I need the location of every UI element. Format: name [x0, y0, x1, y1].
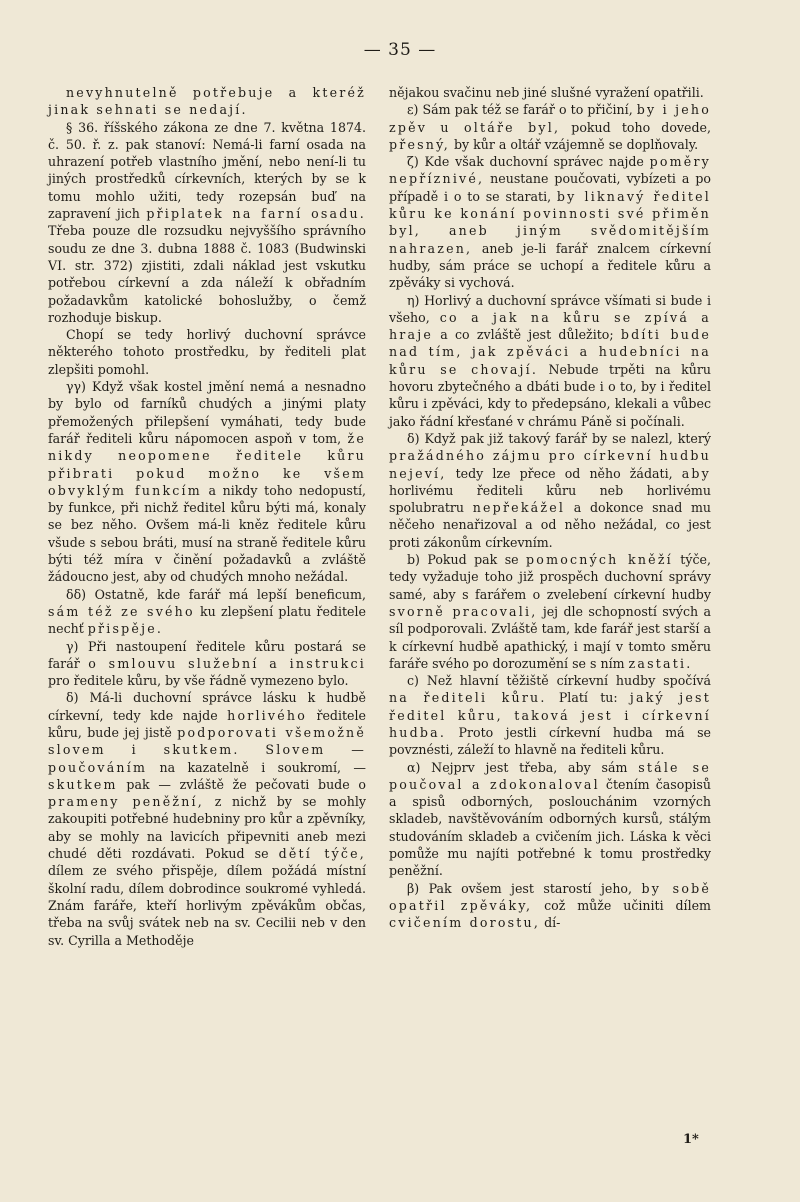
text-run: jej dle schopností svých a síl podporovali. Zvláště tam, kde farář jest starší a k církevní hudbě apathický, i mají v tomto směru faráře svého po dorozumění se s ním	[389, 603, 712, 671]
text-run: Nebude trpěti na kůru hovoru zbytečného a dbáti bude i o to, by i ředitel kůru i zpěváci, kdy to předepsáno, klekali a vůbec jako řádní křesťané v chrámu Páně si počínali.	[389, 361, 711, 429]
text-run: aneb je-li farář znalcem církevní hudby, sám práce se uchopí a ředitele kůru a zpěváky si vychová.	[389, 240, 711, 291]
paragraph	[389, 292, 711, 430]
text-run: Platí tu:	[546, 690, 630, 706]
text-run: a co zvláště jest důležito;	[433, 327, 621, 343]
spaced-text: horlivého	[227, 707, 307, 723]
text-run: γ) Při nastoupení ředitele kůru postará se farář	[48, 638, 366, 671]
paragraph	[389, 101, 711, 153]
right-column	[389, 84, 711, 932]
spaced-text: svorně pracovali,	[389, 603, 538, 619]
paragraph	[48, 689, 366, 948]
text-run: δδ) Ostatně, kde farář má lepší beneficum,	[66, 586, 366, 602]
spaced-text: jaký jest ředitel kůru, taková jest i církevní hudba.	[389, 690, 711, 740]
text-run: c) Než hlavní těžiště církevní hudby spočívá	[407, 673, 711, 689]
spaced-text: na řediteli kůru.	[389, 690, 547, 706]
spaced-text: aby	[681, 465, 711, 481]
spaced-text: stále se poučoval a zdokonaloval	[389, 759, 711, 792]
text-run: týče, tedy vyžaduje toho již prospěch duchovní správy samé, aby s farářem o zvelebení církevní hudby	[389, 552, 711, 602]
paragraph	[389, 759, 711, 880]
spaced-text: sám též ze svého	[48, 603, 195, 619]
text-run: tedy lze přece od něho žádati,	[446, 465, 682, 481]
spaced-text: přispěje.	[87, 621, 164, 637]
paragraph	[48, 119, 366, 327]
paragraph	[389, 880, 711, 932]
text-run: ku zlepšení platu ředitele nechť	[48, 603, 366, 637]
text-run: ε) Sám pak též se farář o to přičiní,	[407, 102, 637, 118]
spaced-text: prameny peněžní,	[48, 794, 204, 810]
text-run: nějakou svačinu neb jiné slušné vyražení opatřili.	[389, 85, 704, 100]
text-run: dí-	[540, 915, 561, 931]
spaced-text: by sobě opatřil zpěváky,	[389, 880, 712, 913]
text-run: Třeba pouze dle rozsudku nejvyššího správního soudu ze dne 3. dubna 1888 č. 1083 (Budwinski VI. str. 372) zjistiti, zdali náklad jest vskutku potřebou církevní a zda náleží k obřadním požadavkům katolické bohoslužby, o čemž rozhoduje biskup.	[48, 223, 366, 325]
spaced-text: by liknavý ředitel kůru ke konání povinnosti své přiměn byl, aneb jiným svědomitějším nahrazen,	[389, 188, 711, 256]
spaced-text: připlatek na farní osadu.	[146, 206, 366, 222]
paragraph	[48, 326, 366, 378]
spaced-text: o smlouvu služební a instrukci	[88, 655, 366, 671]
page-number: — 35 —	[363, 40, 437, 60]
text-run: § 36. říšského zákona ze dne 7. května 1874. č. 50. ř. z. pak stanoví: Nemá-li farní osada na uhrazení potřeb vlastního jmění, nebo není-li tu jiných prostředků církevních, kterých by se k tomu mohlo užiti, tedy rozepsán buď na zapravení jich	[48, 119, 366, 222]
text-run: δ) Když pak již takový farář by se nalezl, který	[407, 430, 711, 446]
text-run: γγ) Když však kostel jmění nemá a nesnadno by bylo od farníků chudých a jinými platy přemožených přilepšení vymáhati, tedy bude farář řediteli kůru nápomocen aspoň v tom,	[48, 379, 366, 446]
text-run: dílem ze svého přispěje, dílem požádá místní školní radu, dílem dobrodince soukromé vyhledá. Znám faráře, kteří horlivým zpěvákům občas, třeba na svůj svátek neb na sv. Cecilii neb v den sv. Cyrilla a Methoděje	[48, 863, 366, 948]
spaced-text: cvičením dorostu,	[389, 915, 541, 931]
paragraph	[48, 84, 366, 119]
spaced-text: dětí týče,	[278, 846, 366, 862]
paragraph	[389, 672, 711, 758]
text-run: ζ) Kde však duchovní správec najde	[407, 154, 650, 170]
text-run: což může učiniti dílem	[532, 897, 711, 913]
paragraph	[389, 153, 711, 291]
text-run: Chopí se tedy horlivý duchovní správce některého tohoto prostředku, by řediteli plat zlepšiti pomohl.	[48, 327, 366, 377]
text-run: čtením časopisů a spisů odborných, poslouchánim vzorných skladeb, navštěvováním odborných kursů, stálým studováním skladeb a cvičením jich. Láska k věci pomůže mu najíti potřebné k tomu prostředky peněžní.	[389, 776, 711, 879]
text-run: z nichž by se mohly zakoupiti potřebné hudebniny pro kůr a zpěvníky, aby se mohly na lavicích připevniti aneb mezi chudé děti rozdávati. Pokud se	[48, 794, 366, 862]
text-run: by kůr a oltář vzájemně se doplňovaly.	[449, 136, 699, 152]
spaced-text: poměry nepříznivé,	[389, 154, 711, 187]
spaced-text: bdíti bude nad tím, jak zpěváci a hudebníci na kůru se chovají.	[389, 327, 711, 377]
text-run: pokud toho dovede,	[560, 119, 711, 135]
text-run: pro ředitele kůru, by vše řádně vymezeno bylo.	[48, 673, 349, 689]
text-run: η) Horlivý a duchovní správce všímati si bude i všeho,	[389, 292, 711, 325]
spaced-text: skutkem	[48, 776, 118, 792]
text-run: a dokonce snad mu něčeho nenařizoval a od něho nežádal, co jest proti zákonům církevním.	[389, 500, 711, 550]
text-run: horlivému řediteli kůru neb horlivému spolubratru	[389, 482, 711, 516]
text-run: a nikdy toho nedopustí, by funkce, při nichž ředitel kůru býti má, konaly se bez něho. Ovšem má-li kněz ředitele kůru všude s sebou bráti, musí na straně ředitele kůru býti též míra v činění požadavků a zvláště žádoucno jest, aby od chudých mnoho nežádal.	[48, 482, 366, 585]
text-run: ředitele kůru, bude jej jistě	[48, 707, 366, 740]
text-run: α) Nejprv jest třeba, aby sám	[407, 759, 639, 775]
spaced-text: pražádného zájmu pro církevní hudbu nejeví,	[389, 448, 711, 481]
spaced-text: přesný,	[389, 136, 450, 152]
spaced-text: co a jak na kůru se zpívá a hraje	[389, 309, 711, 343]
paragraph	[48, 638, 366, 690]
paragraph	[48, 586, 366, 638]
paragraph	[389, 430, 711, 551]
spaced-text: by i jeho zpěv u oltáře byl,	[389, 102, 711, 135]
spaced-text: že nikdy neopomene ředitele kůru přibrati pokud možno ke všem obvyklým funkcím	[48, 430, 366, 498]
text-run: na kazatelně i soukromí, —	[147, 759, 366, 775]
paragraph	[389, 84, 711, 101]
left-column	[48, 84, 366, 949]
text-run: neustane poučovati, vybízeti a po případě i o to se starati,	[389, 171, 711, 204]
text-run: b) Pokud pak se	[407, 552, 527, 568]
signature-mark: 1*	[683, 1132, 699, 1147]
spaced-text: podporovati všemožně slovem i skutkem. Slovem — poučováním	[48, 724, 367, 775]
spaced-text: nevyhnutelně potřebuje a kteréž jinak sehnati se nedají.	[48, 85, 366, 118]
text-run: Proto jestli církevní hudba má se povznésti, záleží to hlavně na řediteli kůru.	[389, 724, 711, 758]
paragraph	[389, 551, 711, 672]
spaced-text: zastati.	[628, 655, 693, 671]
spaced-text: nepřekážel	[472, 500, 566, 516]
paragraph	[48, 378, 366, 586]
spaced-text: pomocných kněží	[526, 552, 673, 568]
text-run: pak — zvláště že pečovati bude o	[117, 776, 366, 792]
text-run: δ) Má-li duchovní správce lásku k hudbě církevní, tedy kde najde	[48, 690, 366, 723]
text-run: β) Pak ovšem jest starostí jeho,	[407, 880, 642, 896]
